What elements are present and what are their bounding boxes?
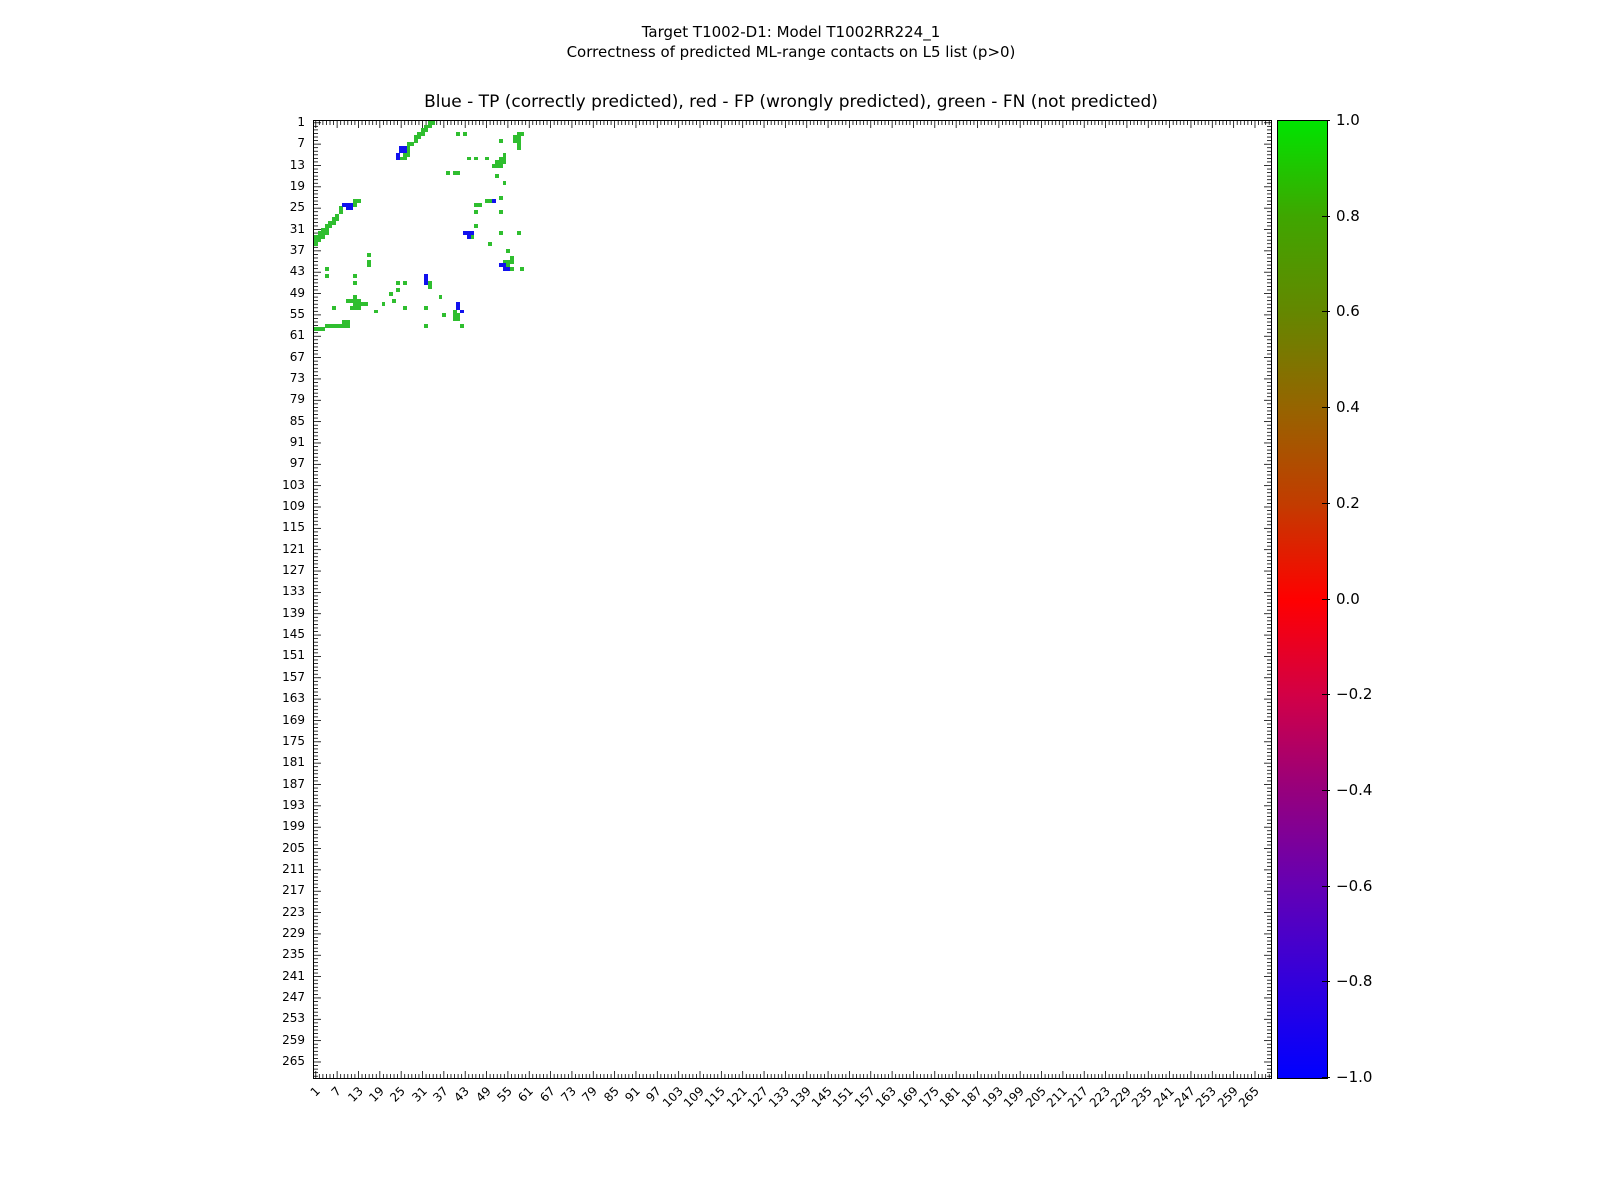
fn-cell-green bbox=[332, 306, 336, 310]
fn-cell-green bbox=[382, 302, 386, 306]
fn-cell-green bbox=[407, 153, 411, 157]
fn-cell-green bbox=[474, 224, 478, 228]
x-tick-label: 19 bbox=[365, 1084, 387, 1105]
fn-cell-green bbox=[431, 121, 435, 125]
fn-cell-green bbox=[499, 139, 503, 143]
y-tick-label: 67 bbox=[289, 349, 305, 364]
x-tick-label: 49 bbox=[472, 1084, 494, 1105]
fn-cell-green bbox=[471, 235, 475, 239]
y-tick-label: 205 bbox=[282, 840, 305, 855]
x-tick-label: 175 bbox=[915, 1084, 942, 1111]
fn-cell-green bbox=[403, 281, 407, 285]
fn-cell-green bbox=[474, 157, 478, 161]
colorbar-tick bbox=[1322, 790, 1330, 791]
colorbar-tick-label: −0.2 bbox=[1336, 685, 1373, 704]
fn-cell-green bbox=[517, 231, 521, 235]
y-tick-label: 217 bbox=[282, 883, 305, 898]
tp-cell-blue bbox=[467, 235, 471, 239]
y-tick-label: 19 bbox=[289, 178, 305, 193]
fn-cell-green bbox=[346, 324, 350, 328]
x-tick-label: 247 bbox=[1171, 1084, 1198, 1111]
y-tick-label: 223 bbox=[282, 904, 305, 919]
x-tick-label: 73 bbox=[558, 1084, 579, 1105]
fn-cell-green bbox=[503, 181, 507, 185]
colorbar-tick-label: 0.6 bbox=[1336, 302, 1360, 321]
colorbar-tick bbox=[1322, 981, 1330, 982]
x-tick-label: 145 bbox=[808, 1084, 835, 1111]
x-tick-label: 67 bbox=[536, 1084, 558, 1105]
x-tick-label: 97 bbox=[643, 1084, 665, 1105]
colorbar bbox=[1277, 120, 1328, 1079]
y-tick-label: 151 bbox=[282, 648, 305, 663]
y-tick-label: 1 bbox=[297, 114, 305, 129]
y-tick-label: 43 bbox=[289, 264, 305, 279]
fn-cell-green bbox=[389, 292, 393, 296]
tp-cell-blue bbox=[492, 199, 496, 203]
fn-cell-green bbox=[353, 203, 357, 207]
x-tick-label: 37 bbox=[430, 1084, 451, 1105]
fn-cell-green bbox=[367, 253, 371, 257]
x-tick-label: 187 bbox=[958, 1084, 985, 1111]
x-tick-label: 223 bbox=[1086, 1084, 1113, 1111]
axes-title: Blue - TP (correctly predicted), red - FP (wrongly predicted), green - FN (not predicted) bbox=[424, 92, 1158, 112]
y-tick-label: 109 bbox=[282, 499, 305, 513]
colorbar-tick bbox=[1322, 311, 1330, 312]
y-tick-label: 127 bbox=[282, 563, 305, 577]
y-tick-label: 133 bbox=[282, 584, 305, 599]
x-tick-label: 7 bbox=[328, 1084, 344, 1100]
colorbar-tick bbox=[1322, 599, 1330, 600]
y-tick-label: 7 bbox=[297, 136, 305, 151]
fn-cell-green bbox=[335, 217, 339, 221]
x-tick-label: 217 bbox=[1064, 1084, 1092, 1111]
axis-ticks bbox=[314, 121, 1271, 1078]
fn-cell-green bbox=[499, 164, 503, 168]
figure-subtitle: Correctness of predicted ML-range contacts on L5 list (p>0) bbox=[566, 43, 1016, 61]
fn-cell-green bbox=[474, 210, 478, 214]
y-tick-label: 97 bbox=[289, 456, 305, 471]
fn-cell-green bbox=[414, 139, 418, 143]
y-tick-label: 235 bbox=[282, 947, 305, 962]
colorbar-tick-label: −0.6 bbox=[1336, 876, 1373, 895]
x-tick-label: 109 bbox=[680, 1084, 707, 1111]
x-tick-label: 25 bbox=[387, 1084, 409, 1105]
y-tick-label: 163 bbox=[282, 691, 305, 706]
y-tick-label: 13 bbox=[289, 157, 305, 172]
x-tick-label: 199 bbox=[1000, 1084, 1028, 1111]
fn-cell-green bbox=[517, 146, 521, 150]
colorbar-tick bbox=[1322, 886, 1330, 887]
fn-cell-green bbox=[499, 231, 503, 235]
y-tick-label: 169 bbox=[282, 712, 305, 727]
y-tick-label: 55 bbox=[289, 306, 305, 321]
fn-cell-green bbox=[339, 210, 343, 214]
x-tick-label: 151 bbox=[830, 1084, 857, 1111]
x-tick-label: 253 bbox=[1193, 1084, 1220, 1111]
plot-area bbox=[313, 120, 1272, 1079]
x-tick-label: 169 bbox=[894, 1084, 921, 1111]
x-tick-label: 133 bbox=[766, 1084, 793, 1111]
x-tick-label: 43 bbox=[451, 1084, 473, 1105]
fn-cell-green bbox=[318, 238, 322, 242]
fn-cell-green bbox=[456, 171, 460, 175]
x-tick-label: 265 bbox=[1235, 1084, 1262, 1111]
fn-cell-green bbox=[374, 310, 378, 314]
tp-cell-blue bbox=[460, 310, 464, 314]
colorbar-tick bbox=[1322, 120, 1330, 121]
fn-cell-green bbox=[357, 306, 361, 310]
y-tick-label: 61 bbox=[289, 328, 305, 343]
x-tick-label: 121 bbox=[723, 1084, 750, 1111]
tp-cell-blue bbox=[506, 267, 510, 271]
y-tick-label: 115 bbox=[282, 520, 305, 535]
y-tick-label: 145 bbox=[282, 627, 305, 642]
fn-cell-green bbox=[353, 281, 357, 285]
y-tick-label: 181 bbox=[282, 755, 305, 770]
tp-cell-blue bbox=[471, 231, 475, 235]
fn-cell-green bbox=[328, 224, 332, 228]
fn-cell-green bbox=[403, 157, 407, 161]
x-tick-label: 241 bbox=[1150, 1084, 1177, 1111]
fn-cell-green bbox=[446, 171, 450, 175]
fn-cell-green bbox=[467, 157, 471, 161]
fn-cell-green bbox=[456, 317, 460, 321]
fn-cell-green bbox=[321, 327, 325, 331]
fn-cell-green bbox=[424, 128, 428, 132]
colorbar-tick-label: −0.8 bbox=[1336, 972, 1373, 991]
y-tick-label: 193 bbox=[282, 797, 305, 812]
y-tick-label: 187 bbox=[282, 776, 305, 791]
fn-cell-green bbox=[460, 324, 464, 328]
fn-cell-green bbox=[364, 302, 368, 306]
fn-cell-green bbox=[421, 132, 425, 136]
x-tick-label: 103 bbox=[659, 1084, 686, 1111]
y-tick-label: 73 bbox=[289, 370, 305, 385]
colorbar-tick-label: 0.2 bbox=[1336, 493, 1360, 512]
fn-cell-green bbox=[510, 267, 514, 271]
x-tick-label: 55 bbox=[494, 1084, 515, 1105]
x-tick-label: 85 bbox=[600, 1084, 622, 1105]
x-tick-label: 1 bbox=[307, 1084, 323, 1100]
y-tick-label: 25 bbox=[289, 200, 305, 215]
fn-cell-green bbox=[392, 299, 396, 303]
y-tick-label: 85 bbox=[289, 413, 305, 428]
x-tick-label: 229 bbox=[1107, 1084, 1134, 1111]
colorbar-tick-label: 0.0 bbox=[1336, 589, 1360, 608]
fn-cell-green bbox=[325, 267, 329, 271]
colorbar-tick bbox=[1322, 1077, 1330, 1078]
colorbar-tick-label: 0.8 bbox=[1336, 206, 1360, 225]
x-tick-label: 13 bbox=[344, 1084, 366, 1105]
x-tick-label: 193 bbox=[979, 1084, 1006, 1111]
fn-cell-green bbox=[520, 267, 524, 271]
fn-cell-green bbox=[357, 199, 361, 203]
x-tick-label: 139 bbox=[787, 1084, 814, 1111]
fn-cell-green bbox=[439, 295, 443, 299]
y-tick-label: 157 bbox=[282, 669, 305, 684]
y-tick-label: 49 bbox=[289, 285, 305, 300]
fn-cell-green bbox=[499, 210, 503, 214]
fn-cell-green bbox=[485, 157, 489, 161]
fn-cell-green bbox=[410, 142, 414, 146]
x-tick-label: 205 bbox=[1022, 1084, 1049, 1111]
y-tick-label: 247 bbox=[282, 990, 305, 1004]
fn-cell-green bbox=[503, 160, 507, 164]
fn-cell-green bbox=[520, 132, 524, 136]
tp-cell-blue bbox=[424, 281, 428, 285]
y-tick-label: 253 bbox=[282, 1011, 305, 1026]
fn-cell-green bbox=[478, 203, 482, 207]
fn-cell-green bbox=[442, 313, 446, 317]
fn-cell-green bbox=[495, 174, 499, 178]
fn-cell-green bbox=[506, 249, 510, 253]
y-tick-label: 103 bbox=[282, 477, 305, 492]
figure-title: Target T1002-D1: Model T1002RR224_1 bbox=[641, 23, 941, 41]
x-tick-label: 211 bbox=[1043, 1084, 1070, 1111]
x-tick-label: 91 bbox=[622, 1084, 643, 1105]
y-tick-label: 91 bbox=[289, 435, 305, 449]
colorbar-tick bbox=[1322, 694, 1330, 695]
fn-cell-green bbox=[332, 221, 336, 225]
fn-cell-green bbox=[463, 132, 467, 136]
fn-cell-green bbox=[353, 274, 357, 278]
tp-cell-blue bbox=[396, 157, 400, 161]
fn-cell-green bbox=[428, 125, 432, 129]
y-tick-label: 37 bbox=[289, 242, 305, 257]
fn-cell-green bbox=[314, 242, 318, 246]
x-tick-label: 163 bbox=[872, 1084, 899, 1111]
fn-cell-green bbox=[428, 285, 432, 289]
fn-cell-green bbox=[325, 274, 329, 278]
colorbar-tick bbox=[1322, 503, 1330, 504]
y-tick-label: 241 bbox=[282, 968, 305, 983]
y-tick-label: 121 bbox=[282, 541, 305, 556]
y-tick-label: 229 bbox=[282, 925, 305, 940]
fn-cell-green bbox=[396, 288, 400, 292]
x-tick-label: 31 bbox=[408, 1084, 430, 1105]
y-tick-label: 31 bbox=[289, 221, 305, 236]
y-tick-label: 265 bbox=[282, 1054, 305, 1068]
colorbar-tick-label: −1.0 bbox=[1336, 1068, 1373, 1086]
x-tick-label: 115 bbox=[702, 1084, 729, 1111]
colorbar-tick bbox=[1322, 216, 1330, 217]
x-tick-label: 181 bbox=[936, 1084, 964, 1111]
x-tick-label: 61 bbox=[515, 1084, 537, 1105]
fn-cell-green bbox=[499, 196, 503, 200]
y-tick-label: 139 bbox=[282, 605, 305, 620]
fn-cell-green bbox=[424, 324, 428, 328]
y-tick-label: 79 bbox=[289, 392, 305, 407]
x-tick-label: 259 bbox=[1214, 1084, 1241, 1111]
fn-cell-green bbox=[417, 135, 421, 139]
tp-cell-blue bbox=[403, 149, 407, 153]
fn-cell-green bbox=[488, 242, 492, 246]
x-tick-label: 157 bbox=[851, 1084, 878, 1111]
fn-cell-green bbox=[321, 235, 325, 239]
fn-cell-green bbox=[456, 132, 460, 136]
x-tick-label: 79 bbox=[579, 1084, 601, 1105]
y-tick-label: 199 bbox=[282, 819, 305, 834]
tp-cell-blue bbox=[350, 206, 354, 210]
colorbar-tick bbox=[1322, 407, 1330, 408]
fn-cell-green bbox=[367, 263, 371, 267]
y-tick-label: 175 bbox=[282, 733, 305, 748]
fn-cell-green bbox=[510, 260, 514, 264]
fn-cell-green bbox=[396, 281, 400, 285]
fn-cell-green bbox=[424, 306, 428, 310]
y-tick-label: 211 bbox=[282, 861, 305, 876]
colorbar-tick-label: 0.4 bbox=[1336, 398, 1360, 417]
colorbar-tick-label: 1.0 bbox=[1336, 111, 1360, 129]
colorbar-tick-label: −0.4 bbox=[1336, 780, 1373, 799]
x-tick-label: 127 bbox=[744, 1084, 771, 1111]
fn-cell-green bbox=[403, 306, 407, 310]
x-tick-label: 235 bbox=[1129, 1084, 1156, 1111]
fn-cell-green bbox=[325, 231, 329, 235]
y-tick-label: 259 bbox=[282, 1032, 305, 1047]
